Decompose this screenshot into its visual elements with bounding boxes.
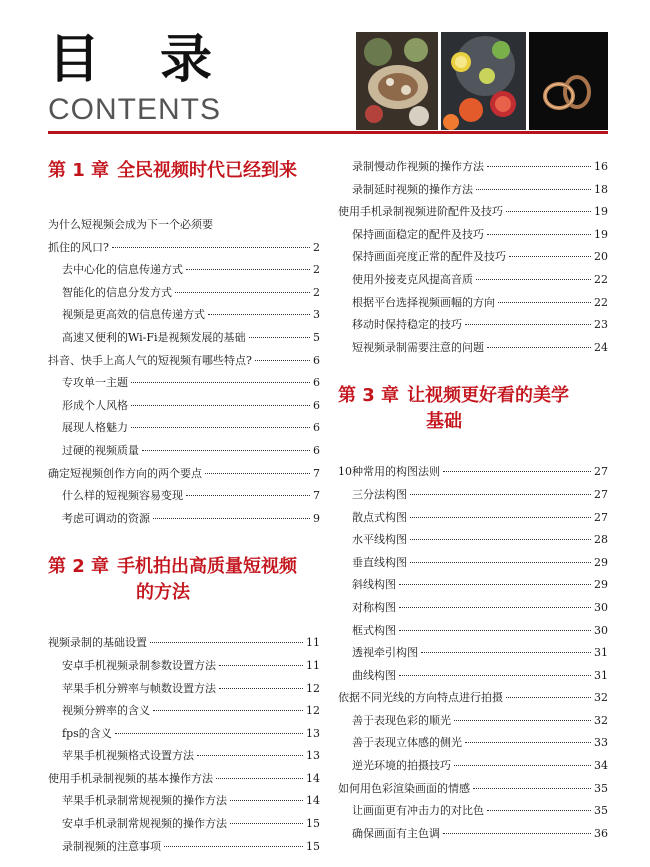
toc-entry[interactable]: fps的含义 13 bbox=[62, 726, 320, 740]
toc-entry[interactable]: 使用外接麦克风提高音质 22 bbox=[352, 272, 608, 286]
toc-entry[interactable]: 斜线构图 29 bbox=[352, 578, 608, 592]
toc-entry[interactable]: 抓住的风口? 2 bbox=[48, 240, 320, 254]
toc-entry[interactable]: 什么样的短视频容易变现 7 bbox=[62, 489, 320, 503]
toc-entry[interactable]: 保持画面亮度正常的配件及技巧 20 bbox=[352, 250, 608, 264]
toc-entry[interactable]: 安卓手机录制常规视频的操作方法 15 bbox=[62, 817, 320, 831]
toc-entry[interactable]: 智能化的信息分发方式 2 bbox=[62, 285, 320, 299]
chapter-2-heading: 第 2 章 手机拍出高质量短视频 的方法 bbox=[48, 556, 298, 604]
chapter-1-heading: 第 1 章 全民视频时代已经到来 bbox=[48, 160, 298, 181]
toc-entry[interactable]: 让画面更有冲击力的对比色 35 bbox=[352, 804, 608, 818]
toc-entry[interactable]: 专攻单一主题 6 bbox=[62, 376, 320, 390]
toc-entry[interactable]: 如何用色彩渲染画面的情感 35 bbox=[338, 781, 608, 795]
toc-entry[interactable]: 移动时保持稳定的技巧 23 bbox=[352, 318, 608, 332]
toc-entry[interactable]: 苹果手机分辨率与帧数设置方法 12 bbox=[62, 681, 320, 695]
toc-entry[interactable]: 视频是更高效的信息传递方式 3 bbox=[62, 308, 320, 322]
toc-entry[interactable]: 善于表现立体感的侧光 33 bbox=[352, 736, 608, 750]
toc-entry[interactable]: 框式构图 30 bbox=[352, 623, 608, 637]
toc-entry[interactable]: 垂直线构图 29 bbox=[352, 555, 608, 569]
food-photo-2 bbox=[441, 32, 526, 130]
toc-entry[interactable]: 视频录制的基础设置 11 bbox=[48, 636, 320, 650]
toc-entry[interactable]: 依据不同光线的方向特点进行拍摄 32 bbox=[338, 691, 608, 705]
toc-entry[interactable]: 使用手机录制视频的基本操作方法 14 bbox=[48, 771, 320, 785]
toc-entry[interactable]: 10种常用的构图法则 27 bbox=[338, 465, 608, 479]
rings-photo bbox=[529, 32, 608, 130]
toc-right-column bbox=[338, 156, 608, 845]
toc-entry[interactable]: 录制视频的注意事项 15 bbox=[62, 839, 320, 853]
toc-entry[interactable]: 苹果手机录制常规视频的操作方法 14 bbox=[62, 794, 320, 808]
toc-entry[interactable]: 曲线构图 31 bbox=[352, 668, 608, 682]
toc-entry[interactable]: 安卓手机视频录制参数设置方法 11 bbox=[62, 658, 320, 672]
food-photo-1 bbox=[356, 32, 438, 130]
toc-entry[interactable]: 确定短视频创作方向的两个要点 7 bbox=[48, 466, 320, 480]
toc-entry[interactable]: 展现人格魅力 6 bbox=[62, 421, 320, 435]
toc-entry[interactable]: 根据平台选择视频画幅的方向 22 bbox=[352, 295, 608, 309]
toc-entry[interactable]: 考虑可调动的资源 9 bbox=[62, 511, 320, 525]
toc-entry[interactable]: 散点式构图 27 bbox=[352, 510, 608, 524]
toc-entry[interactable]: 高速又便利的Wi-Fi是视频发展的基础 5 bbox=[62, 330, 320, 344]
toc-entry[interactable]: 短视频录制需要注意的问题 24 bbox=[352, 340, 608, 354]
toc-entry[interactable]: 录制慢动作视频的操作方法 16 bbox=[352, 160, 608, 173]
toc-entry[interactable]: 录制延时视频的操作方法 18 bbox=[352, 182, 608, 196]
toc-entry[interactable]: 苹果手机视频格式设置方法 13 bbox=[62, 749, 320, 763]
toc-left-column bbox=[48, 150, 320, 858]
toc-entry[interactable]: 视频分辨率的含义 12 bbox=[62, 704, 320, 718]
toc-entry[interactable]: 三分法构图 27 bbox=[352, 487, 608, 501]
toc-entry[interactable]: 确保画面有主色调 36 bbox=[352, 826, 608, 840]
toc-entry[interactable]: 对称构图 30 bbox=[352, 600, 608, 614]
toc-entry[interactable]: 过硬的视频质量 6 bbox=[62, 443, 320, 457]
toc-entry[interactable]: 抖音、快手上高人气的短视频有哪些特点? 6 bbox=[48, 353, 320, 367]
toc-entry[interactable]: 保持画面稳定的配件及技巧 19 bbox=[352, 227, 608, 241]
page-title: 目录 bbox=[48, 30, 273, 90]
toc-entry[interactable]: 逆光环境的拍摄技巧 34 bbox=[352, 759, 608, 773]
chapter-3-heading: 第 3 章 让视频更好看的美学 基础 bbox=[338, 385, 570, 433]
toc-entry[interactable]: 形成个人风格 6 bbox=[62, 398, 320, 412]
toc-entry[interactable]: 透视牵引构图 31 bbox=[352, 646, 608, 660]
toc-entry[interactable]: 去中心化的信息传递方式 2 bbox=[62, 263, 320, 277]
toc-entry[interactable]: 水平线构图 28 bbox=[352, 533, 608, 547]
header-divider bbox=[48, 131, 608, 134]
toc-entry[interactable]: 使用手机录制视频进阶配件及技巧 19 bbox=[338, 205, 608, 219]
page-subtitle: CONTENTS bbox=[48, 93, 221, 126]
toc-entry[interactable]: 善于表现色彩的顺光 32 bbox=[352, 713, 608, 727]
toc-entry[interactable]: 为什么短视频会成为下一个必须要 bbox=[48, 218, 213, 231]
